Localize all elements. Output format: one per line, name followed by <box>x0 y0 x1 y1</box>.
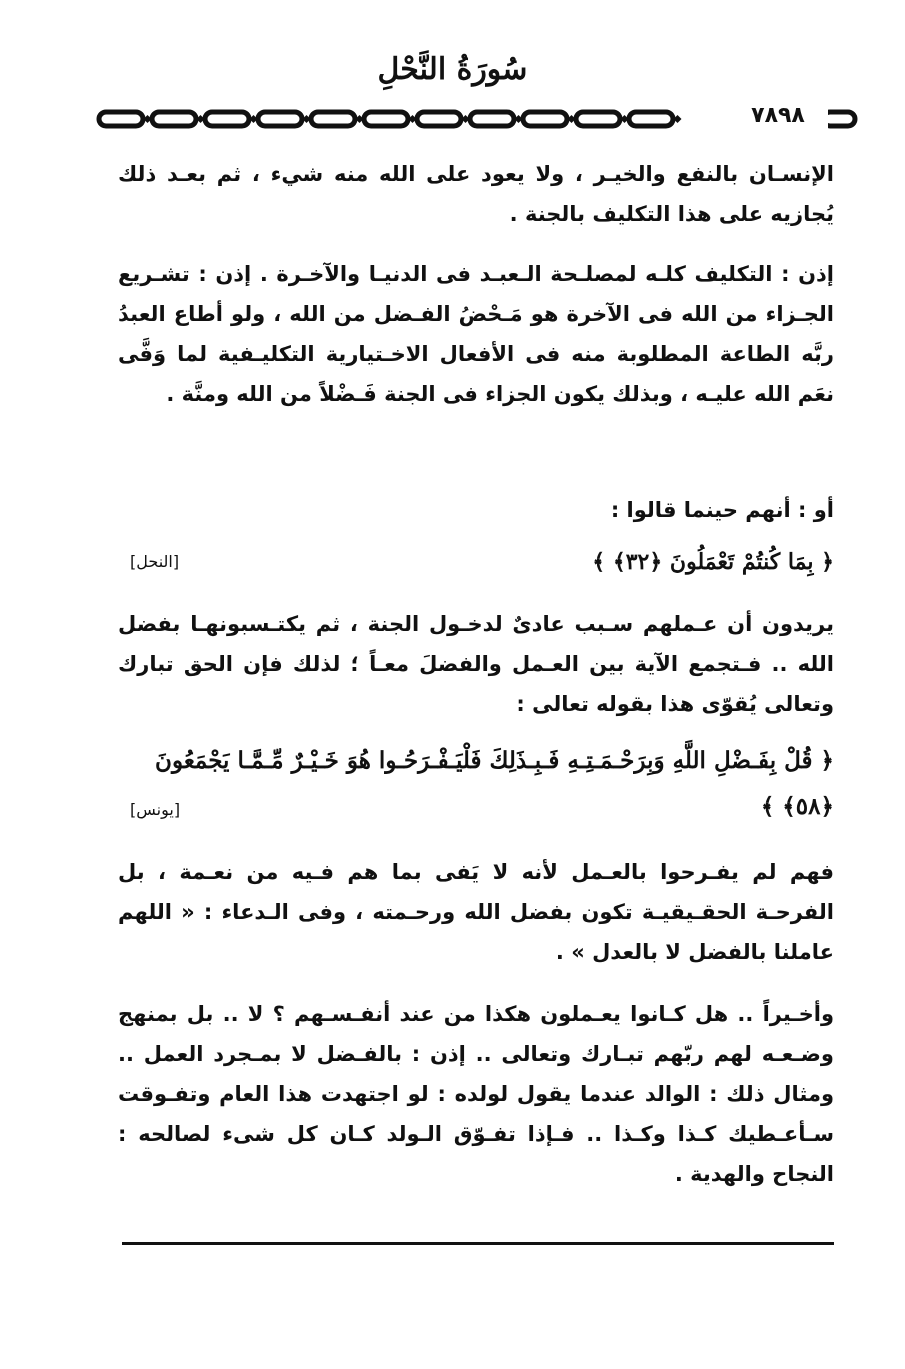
quran-verse-2: ﴿ قُلْ بِفَـضْلِ اللَّهِ وَبِرَحْـمَـتِـهِ فَـبِـذَلِكَ فَلْيَـفْـرَحُـوا هُوَ خَـيْـرٌ مِّـمَّـا يَجْمَعُونَ ﴿٥٨﴾ ﴾ <box>155 747 834 820</box>
chain-link <box>205 112 249 126</box>
chain-link <box>523 112 567 126</box>
chain-link <box>99 112 143 126</box>
quran-verse-1: ﴿ بِمَا كُنتُمْ تَعْمَلُونَ ﴿٣٢﴾ ﴾ <box>592 549 834 575</box>
verse-reference-1: [النحل] <box>130 552 180 571</box>
chain-link <box>152 112 196 126</box>
verse-reference-2: [يونس] <box>130 800 181 819</box>
chain-link <box>629 112 673 126</box>
footer-rule <box>122 1242 834 1245</box>
paragraph-4: يريدون أن عـملهم سـبب عادىٌ لدخـول الجنة ، ثم يكتـسبونهـا بفضل الله .. فـتجمع الآية بين العـمل والفضلَ معـاً ؛ لذلك فإن الحق تبارك وتعالى يُقوّى هذا بقوله تعالى : <box>118 612 834 716</box>
chain-link <box>576 112 620 126</box>
chain-link <box>258 112 302 126</box>
chain-link <box>311 112 355 126</box>
paragraph-5: فهم لم يفـرحوا بالعـمل لأنه لا يَفى بما هم فـيه من نعـمة ، بل الفرحـة الحقـيقيـة تكون بفضل الله ورحـمته ، وفى الـدعاء : « اللهم عاملنا بالفضل لا بالعدل » . <box>118 860 834 964</box>
paragraph-2: إذن : التكليف كلـه لمصلـحة الـعبـد فى الدنيـا والآخـرة . إذن : تشـريع الجـزاء من الله فى الآخرة هو مَـحْضُ الفـضل من الله ، ولو أطاع العبدُ ربَّه الطاعة المطلوبة منه فى الأفعال الاخـتيارية التكليـفية لما وَفَّى نعَم الله عليـه ، وبذلك يكون الجزاء فى الجنة فَـضْلاً من الله ومنَّة . <box>118 262 834 406</box>
surah-title: سُورَةُ النَّحْلِ <box>377 52 528 87</box>
chain-link <box>470 112 514 126</box>
chain-link <box>417 112 461 126</box>
page-number: ٧٨٩٨ <box>728 100 828 132</box>
paragraph-3: أو : أنهم حينما قالوا : <box>610 498 834 522</box>
paragraph-6: وأخـيراً .. هل كـانوا يعـملون هكذا من عند أنفـسـهم ؟ لا .. بل بمنهج وضـعـه لهم ربّهم تبـارك وتعالى .. إذن : بالفـضل لا بمـجرد العمل .. ومثال ذلك : الوالد عندما يقول لولده : لو اجتهدت هذا العام وتفـوقت سـأعـطيك كـذا وكـذا .. فـإذا تفـوّق الـولد كـان كل شىء لصالحه : النجاح والهدية . <box>118 1002 834 1186</box>
paragraph-1: الإنسـان بالنفع والخيـر ، ولا يعود على الله منه شيء ، ثم بعـد ذلك يُجازيه على هذا التكليف بالجنة . <box>118 162 834 226</box>
chain-link <box>364 112 408 126</box>
